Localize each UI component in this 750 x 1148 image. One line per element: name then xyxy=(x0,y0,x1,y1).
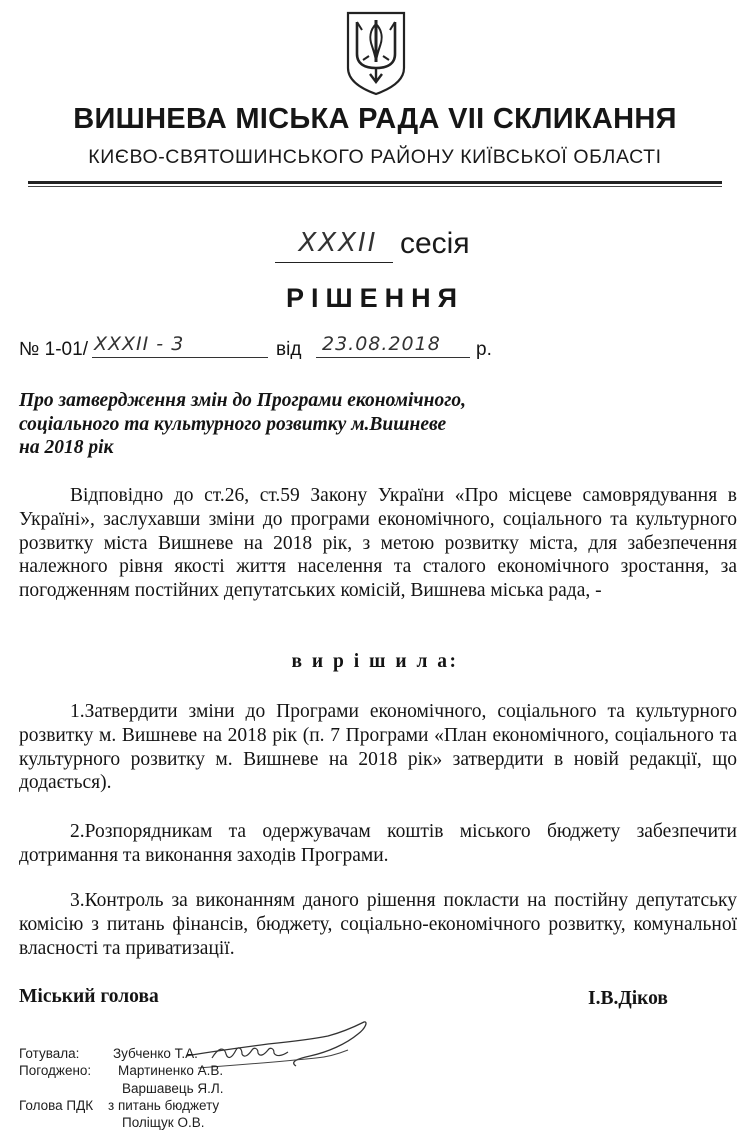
session-number-handwritten: XXXII xyxy=(298,228,378,258)
coat-of-arms-icon xyxy=(345,10,407,96)
committee-description: з питань бюджету xyxy=(108,1098,220,1113)
session-number-blank xyxy=(275,262,393,263)
decision-date-blank xyxy=(316,357,470,358)
prepared-name: Зубченко Т.А. xyxy=(113,1046,198,1061)
agreed-name: Варшавець Я.Л. xyxy=(122,1081,224,1096)
preamble-paragraph: Відповідно до ст.26, ст.59 Закону України «Про місцеве самоврядування в Україні», заслухавши зміни до програми економічного, соціального та культурного розвитку міста Вишневе на 2018 рік, з метою розвитку міста, для забезпечення належного рівня якості життя населення та сталого економічного зростання, за погодженням постійних депутатських комісій, Вишнева міська рада, - xyxy=(19,485,737,602)
subject-line: соціального та культурного розвитку м.Вишневе xyxy=(19,413,447,435)
resolved-label: в и р і ш и л а: xyxy=(291,651,459,672)
header-divider-thin xyxy=(28,186,722,187)
agreed-label: Погоджено: xyxy=(19,1063,92,1078)
council-name: ВИШНЕВА МІСЬКА РАДА VII СКЛИКАННЯ xyxy=(73,103,677,135)
district-line: КИЄВО-СВЯТОШИНСЬКОГО РАЙОНУ КИЇВСЬКОЇ ОБЛАСТІ xyxy=(88,146,662,168)
decision-number-handwritten: XXXII - 3 xyxy=(94,333,185,355)
agreed-name: Мартиненко А.В. xyxy=(118,1063,224,1078)
resolution-point-2: 2.Розпорядникам та одержувачам коштів міського бюджету забезпечити дотримання та виконання заходів Програми. xyxy=(19,821,737,866)
decision-title: РІШЕННЯ xyxy=(285,283,465,313)
date-from-label: від xyxy=(276,339,302,360)
subject-line: на 2018 рік xyxy=(19,437,114,458)
resolution-point-3: 3.Контроль за виконанням даного рішення покласти на постійну депутатську комісію з питань фінансів, бюджету, соціально-економічного розвитку, комунальної власності та приватизації. xyxy=(19,890,737,959)
decision-subject xyxy=(19,389,539,460)
year-suffix: р. xyxy=(476,339,492,360)
decision-number-blank xyxy=(92,357,268,358)
committee-label: Голова ПДК xyxy=(19,1098,94,1113)
committee-name: Поліщук О.В. xyxy=(122,1115,205,1130)
decision-number-prefix: № 1-01/ xyxy=(19,339,88,360)
prepared-label: Готувала: xyxy=(19,1046,80,1061)
mayor-name: І.В.Діков xyxy=(588,988,668,1009)
header-divider xyxy=(28,181,722,184)
subject-line: Про затвердження змін до Програми економічного, xyxy=(19,390,467,411)
decision-date-handwritten: 23.08.2018 xyxy=(322,333,441,355)
resolution-point-1: 1.Затвердити зміни до Програми економічного, соціального та культурного розвитку м. Вишневе на 2018 рік (п. 7 Програми «План економічного, соціального та культурного розвитку м. Вишневе на 2018 рік» затвердити в новій редакції, що додається). xyxy=(19,701,737,794)
session-label: сесія xyxy=(400,227,470,260)
mayor-title: Міський голова xyxy=(19,986,159,1007)
